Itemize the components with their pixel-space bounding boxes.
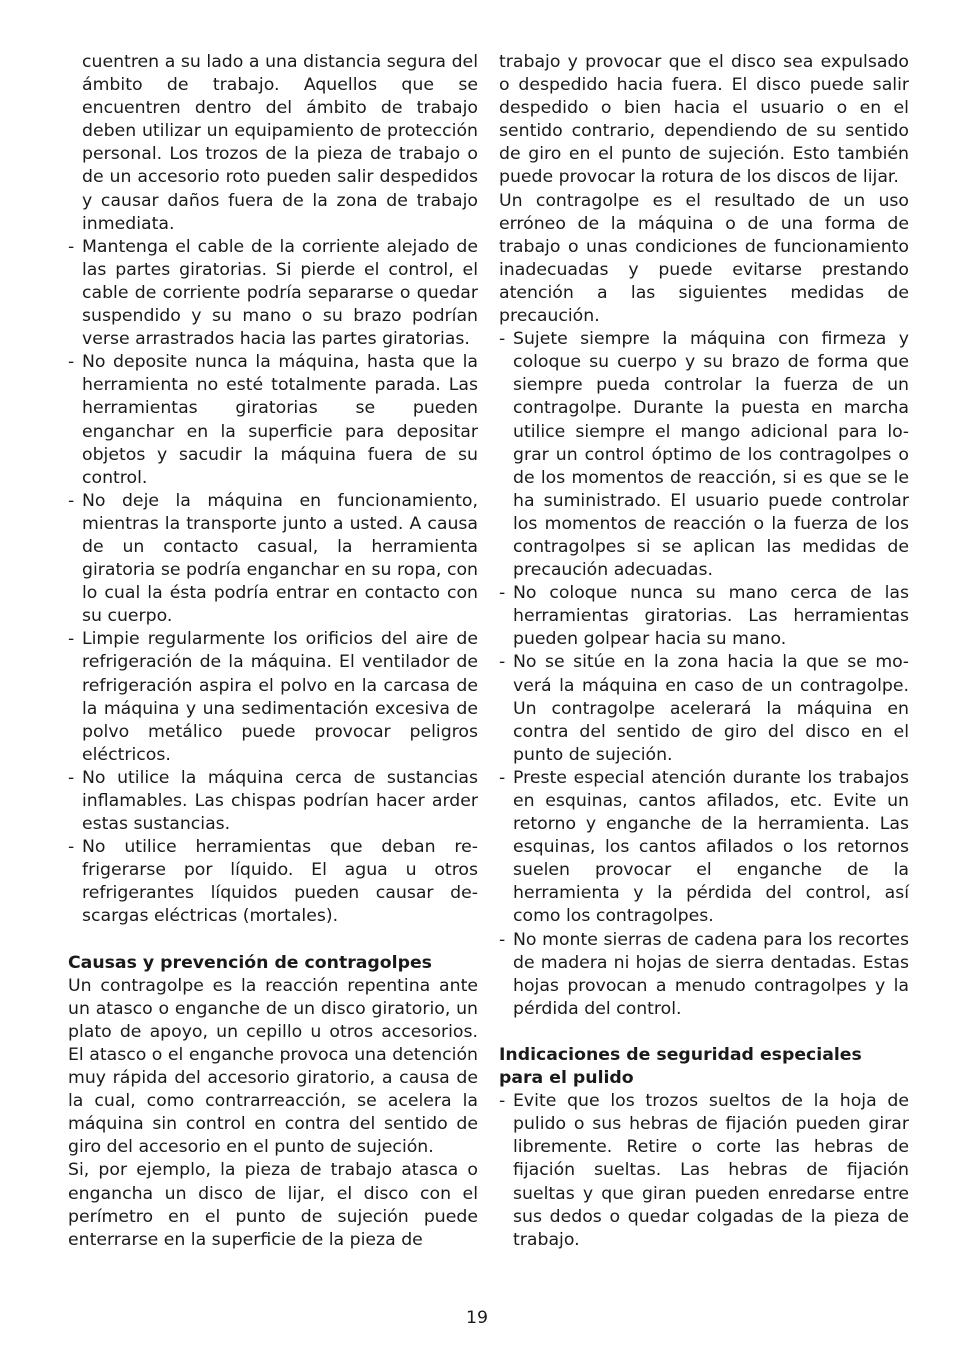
list-item: - Limpie regularmente los orificios del aire de refrigeración de la máquina. El ventilador de refrigeración aspira el polvo en la carcasa de la máquina y una sedimentación excesiva de polvo metálico puede provocar peligros eléctricos. — [68, 628, 478, 767]
list-item: - Preste especial atención durante los trabajos en esquinas, cantos afilados, etc. Evite un retorno y enganche de la herramienta. Las esquinas, los cantos afilados o los retornos suelen provocar el enganche de la herramienta y la pérdida del control, así como los contragolpes. — [499, 767, 909, 929]
list-item: - No monte sierras de cadena para los recortes de madera ni hojas de sierra dentadas. Estas hojas provocan a menudo contragolpes y la pérdida del control. — [499, 929, 909, 1021]
list-item: - Sujete siempre la máquina con firmeza y coloque su cuerpo y su brazo de forma que siempre pueda controlar la fuerza de un contragolpe. Durante la puesta en marcha utilice siempre el mango adicional para lograr un control óptimo de los contragolpes o de los momentos de reacción, si es que se le ha suministrado. El usuario puede controlar los momentos de reacción o la fuerza de los contragolpes si se aplican las medidas de precaución adecuadas. — [499, 328, 909, 582]
right-column — [499, 51, 909, 1252]
list-item: - No deposite nunca la máquina, hasta que la herramienta no esté totalmente parada. Las herramientas giratorias se pueden enganchar en la superficie para depositar objetos y sacudir la máquina fuera de su control. — [68, 351, 478, 490]
list-item: - No se sitúe en la zona hacia la que se moverá la máquina en caso de un contragolpe. Un contragolpe acelerará la máquina en contra del sentido de giro del disco en el punto de sujeción. — [499, 651, 909, 766]
list-item: - No utilice la máquina cerca de sustancias inflamables. Las chispas podrían hacer arder estas sustancias. — [68, 767, 478, 836]
list-item: - No utilice herramientas que deban refrigerarse por líquido. El agua u otros refrigerantes líquidos pueden causar descargas eléctricas (mortales). — [68, 836, 478, 928]
section-heading-polishing: Indicaciones de seguridad especiales para el pulido — [499, 1044, 862, 1089]
paragraph: Un contragolpe es la reacción repentina ante un atasco o enganche de un disco giratorio, un plato de apoyo, un cepillo u otros accesorios. El atasco o el enganche provoca una detención muy rápida del accesorio giratorio, a causa de la cual, como contrarreacción, se acelera la máquina sin control en contra del sentido de giro del accesorio en el punto de sujeción. — [68, 975, 478, 1158]
section-heading-kickback: Causas y prevención de contragolpes — [68, 952, 432, 973]
list-item: - Evite que los trozos sueltos de la hoja de pulido o sus hebras de fijación pueden girar libremente. Retire o corte las hebras de fijación sueltas. Las hebras de fijación sueltas y que giran pueden enredarse entre sus dedos o quedar colgadas de la pieza de trabajo. — [499, 1090, 909, 1252]
paragraph: Un contragolpe es el resultado de un uso erróneo de la máquina o de una forma de trabajo o unas condiciones de funcionamiento inadecuadas y puede evitarse prestando atención a las siguientes medidas de precaución. — [499, 190, 909, 327]
paragraph: trabajo y provocar que el disco sea expulsado o despedido hacia fuera. El disco puede salir despedido o bien hacia el usuario o en el sentido contrario, dependiendo de su sentido de giro en el punto de sujeción. Esto también puede provocar la rotura de los discos de lijar. — [499, 52, 909, 188]
list-item: - No coloque nunca su mano cerca de las herramientas giratorias. Las herramientas pueden golpear hacia su mano. — [499, 582, 909, 651]
left-column — [68, 51, 478, 1252]
list-item: - No deje la máquina en funcionamiento, mientras la transporte junto a usted. A causa de un contacto casual, la herramienta giratoria se podría enganchar en su ropa, con lo cual la ésta podría entrar en contacto con su cuerpo. — [68, 490, 478, 629]
list-item: - Mantenga el cable de la corriente alejado de las partes giratorias. Si pierde el control, el cable de corriente podría separarse o quedar suspendido y su mano o su brazo podrían verse arrastrados hacia las partes giratorias. — [68, 236, 478, 351]
continuation-paragraph: cuentren a su lado a una distancia segura del ámbito de trabajo. Aquellos que se encuentren dentro del ámbito de trabajo deben utilizar un equipamiento de protección personal. Los trozos de la pieza de trabajo o de un accesorio roto pueden salir despedidos y causar daños fuera de la zona de trabajo inmediata. — [82, 52, 478, 234]
paragraph: Si, por ejemplo, la pieza de trabajo atasca o engancha un disco de lijar, el disco con el perímetro en el punto de sujeción puede enterrarse en la superficie de la pieza de — [68, 1160, 478, 1250]
page-number: 19 — [466, 1308, 488, 1328]
